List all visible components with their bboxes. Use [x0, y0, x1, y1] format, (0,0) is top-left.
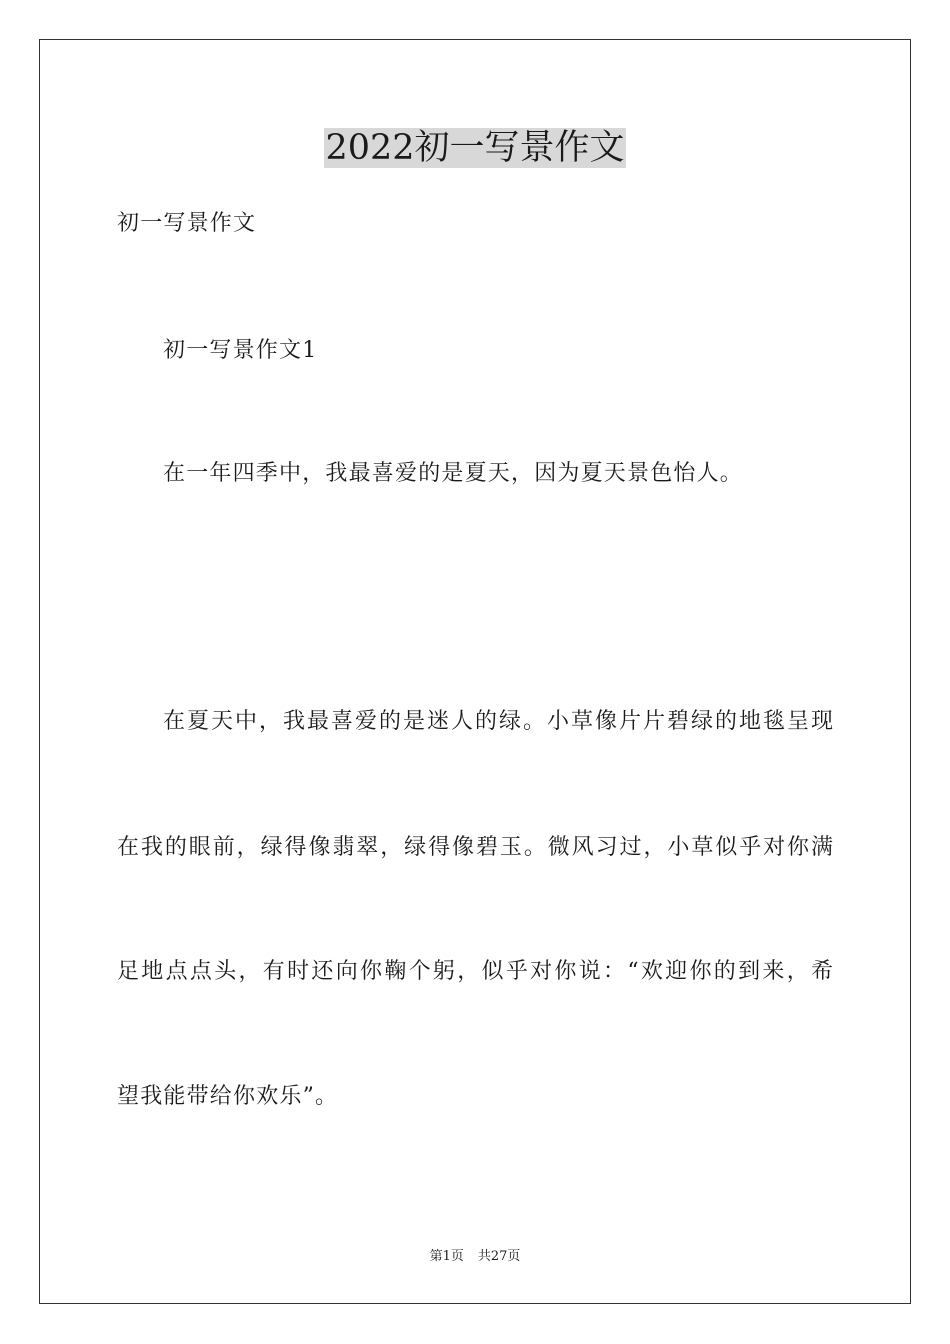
paragraph-line-3: 在我的眼前，绿得像翡翠，绿得像碧玉。微风习过，小草似乎对你满: [117, 835, 833, 860]
document-title: [0, 126, 950, 170]
paragraph-line-2: 在夏天中，我最喜爱的是迷人的绿。小草像片片碧绿的地毯呈现: [163, 709, 833, 734]
page-number: 第1页: [429, 1249, 464, 1264]
document-subtitle: 初一写景作文: [117, 211, 257, 236]
page-footer: [0, 1248, 950, 1266]
section-heading: 初一写景作文1: [163, 338, 318, 363]
document-title-text: 2022初一写景作文: [325, 128, 625, 168]
paragraph-line-4: 足地点点头，有时还向你鞠个躬，似乎对你说：“欢迎你的到来，希: [117, 959, 833, 984]
page-total: 共27页: [477, 1249, 521, 1264]
paragraph-line-5: 望我能带给你欢乐”。: [117, 1084, 339, 1109]
paragraph-line-1: 在一年四季中，我最喜爱的是夏天，因为夏天景色怡人。: [163, 461, 744, 486]
